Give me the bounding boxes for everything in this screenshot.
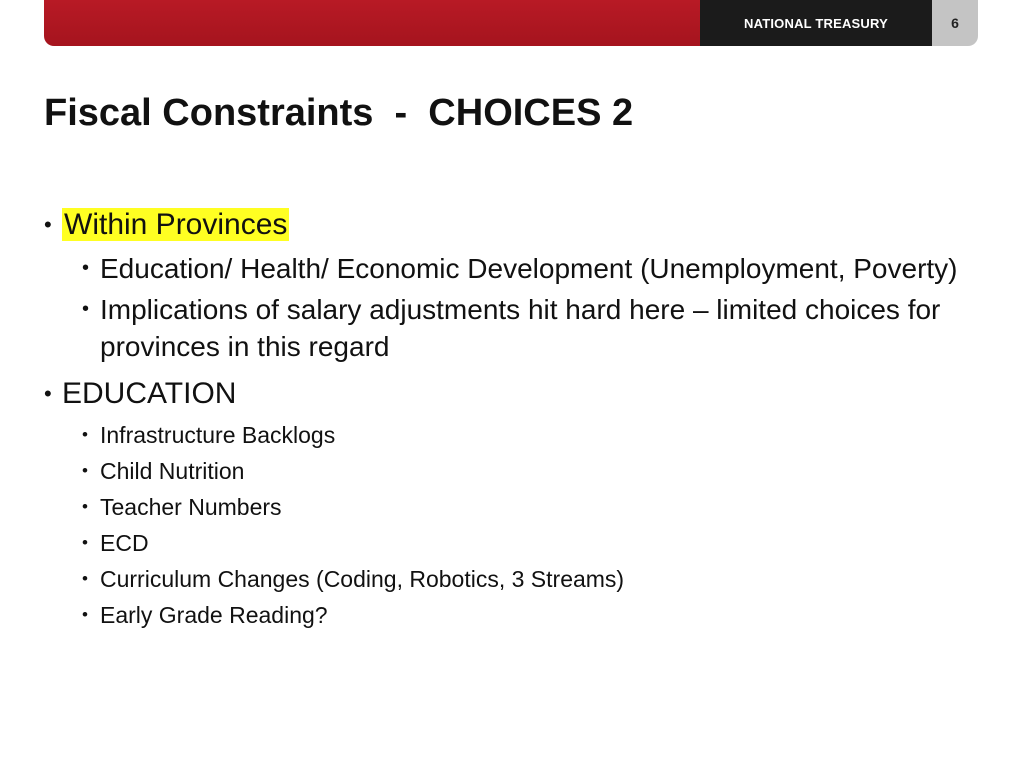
sub-bullet-item bbox=[44, 527, 974, 559]
bullet-education bbox=[44, 373, 974, 415]
bullet-icon: • bbox=[82, 425, 88, 444]
sub-bullet-item bbox=[44, 291, 974, 365]
sub-bullet-text: Infrastructure Backlogs bbox=[100, 422, 336, 448]
sub-bullet-text: Early Grade Reading? bbox=[100, 602, 328, 628]
sub-bullet-text: Implications of salary adjustments hit hard here – limited choices for provinces in this regard bbox=[100, 294, 941, 362]
sub-bullet-item bbox=[44, 491, 974, 523]
organization-label: NATIONAL TREASURY bbox=[700, 0, 932, 46]
header-banner bbox=[44, 0, 978, 46]
sub-bullet-item bbox=[44, 455, 974, 487]
sub-bullet-item bbox=[44, 250, 974, 287]
bullet-icon: • bbox=[44, 212, 52, 237]
bullet-icon: • bbox=[82, 605, 88, 624]
bullet-icon: • bbox=[82, 298, 90, 320]
bullet-within-provinces bbox=[44, 204, 974, 246]
bullet-icon: • bbox=[82, 461, 88, 480]
banner-red-band bbox=[44, 0, 700, 46]
slide-title: Fiscal Constraints - CHOICES 2 bbox=[44, 92, 634, 134]
bullet-list bbox=[44, 204, 974, 631]
sub-bullet-text: Curriculum Changes (Coding, Robotics, 3 Streams) bbox=[100, 566, 625, 592]
sub-bullet-text: Child Nutrition bbox=[100, 458, 245, 484]
bullet-icon: • bbox=[82, 569, 88, 588]
bullet-icon: • bbox=[82, 533, 88, 552]
bullet-icon: • bbox=[44, 381, 52, 406]
sub-bullet-item bbox=[44, 419, 974, 451]
sub-bullet-text: ECD bbox=[100, 530, 149, 556]
sub-bullet-item bbox=[44, 599, 974, 631]
sub-bullet-text: Teacher Numbers bbox=[100, 494, 282, 520]
highlighted-heading: Within Provinces bbox=[64, 208, 288, 241]
bullet-icon: • bbox=[82, 257, 90, 279]
sub-bullet-item bbox=[44, 563, 974, 595]
sub-bullet-text: Education/ Health/ Economic Development (Unemployment, Poverty) bbox=[100, 253, 958, 284]
section-heading: EDUCATION bbox=[62, 377, 237, 410]
bullet-icon: • bbox=[82, 497, 88, 516]
page-number: 6 bbox=[932, 0, 978, 46]
